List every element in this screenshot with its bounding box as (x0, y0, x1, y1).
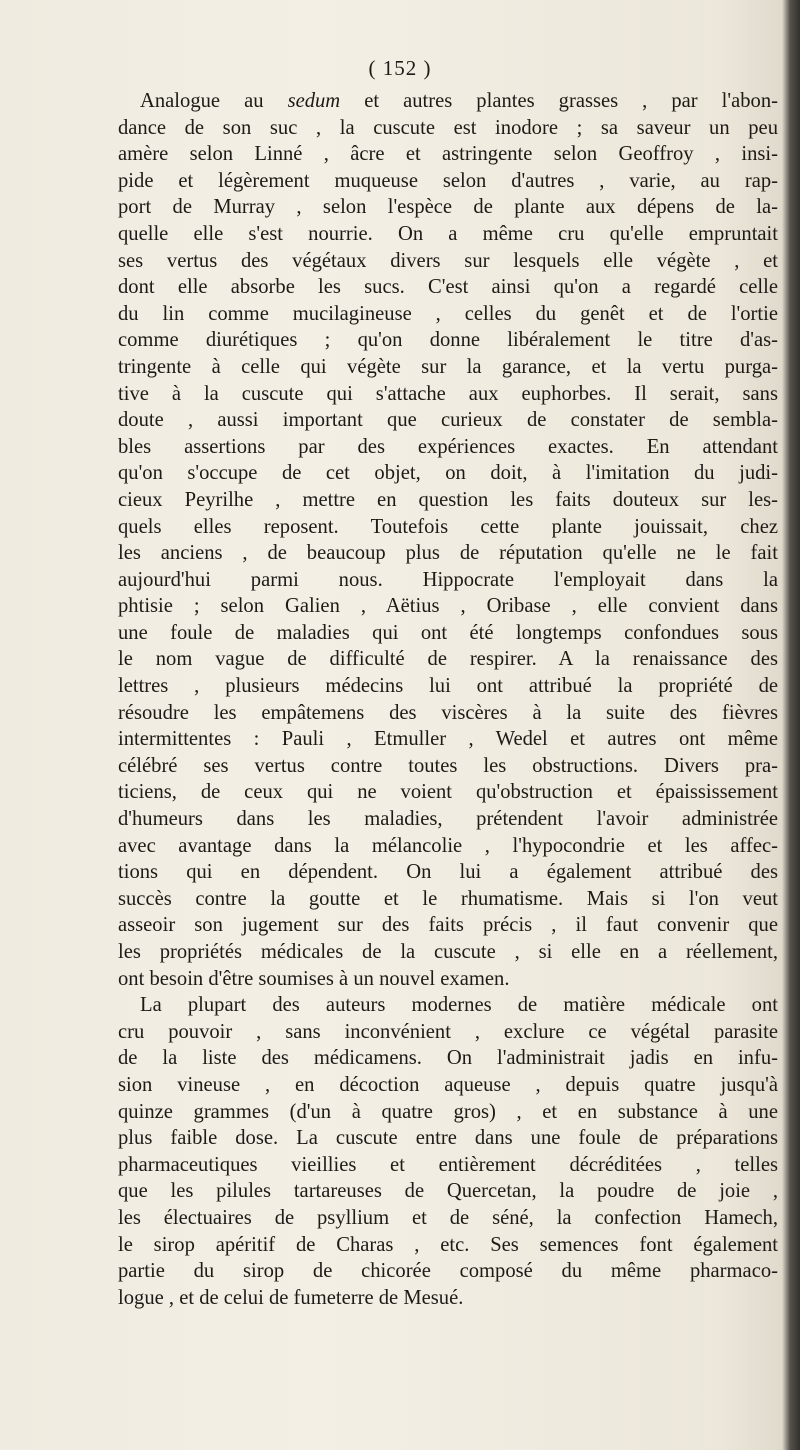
text-line (118, 221, 778, 248)
text-line (118, 487, 778, 514)
text-line (118, 620, 778, 647)
text-line (118, 966, 778, 993)
text-segment: aujourd'hui parmi nous. Hippocrate l'employait dans la (118, 568, 778, 591)
page-number: ( 152 ) (368, 56, 432, 80)
text-segment: d'humeurs dans les maladies, prétendent l'avoir administrée (118, 808, 778, 831)
text-segment: les anciens , de beaucoup plus de réputation qu'elle ne le fait (118, 542, 778, 565)
text-line (118, 992, 778, 1019)
text-line (118, 301, 778, 328)
text-segment: et autres plantes grasses , par l'abon- (340, 90, 778, 112)
text-line (118, 1285, 778, 1312)
text-line (118, 274, 778, 301)
text-segment: quelle elle s'est nourrie. On a même cru qu'elle empruntait (118, 222, 778, 245)
text-segment: dont elle absorbe les sucs. C'est ainsi qu'on a regardé celle (118, 276, 778, 299)
text-line (118, 141, 778, 168)
text-segment: partie du sirop de chicorée composé du même pharmaco- (118, 1260, 778, 1283)
text-segment: La plupart des auteurs modernes de matière médicale ont (140, 994, 778, 1017)
text-line (118, 1019, 778, 1046)
text-segment: phtisie ; selon Galien , Aëtius , Oribase , elle convient dans (118, 595, 778, 618)
text-segment: les électuaires de psyllium et de séné, la confection Hamech, (118, 1206, 778, 1229)
text-line (118, 460, 778, 487)
text-segment: ont besoin d'être soumises à un nouvel examen. (118, 967, 510, 990)
text-line (118, 673, 778, 700)
text-line (118, 168, 778, 195)
text-line (118, 567, 778, 594)
text-segment: de la liste des médicamens. On l'administrait jadis en infu- (118, 1047, 778, 1070)
text-segment: doute , aussi important que curieux de constater de sembla- (118, 409, 778, 432)
text-line (118, 779, 778, 806)
text-line (118, 381, 778, 408)
text-line (118, 1099, 778, 1126)
text-line (118, 886, 778, 913)
text-segment: que les pilules tartareuses de Quercetan, la poudre de joie , (118, 1180, 778, 1203)
italic-term: sedum (287, 90, 341, 112)
text-line (118, 248, 778, 275)
text-line (118, 1232, 778, 1259)
text-segment: le nom vague de difficulté de respirer. A la renaissance des (118, 648, 778, 671)
text-segment: asseoir son jugement sur des faits précis , il faut convenir que (118, 914, 778, 937)
text-segment: pharmaceutiques vieillies et entièrement décréditées , telles (118, 1153, 778, 1176)
text-segment: tringente à celle qui végète sur la garance, et la vertu purga- (118, 355, 778, 378)
text-line (118, 833, 778, 860)
text-segment: quels elles reposent. Toutefois cette plante jouissait, chez (118, 515, 778, 538)
text-line (118, 753, 778, 780)
text-line (118, 726, 778, 753)
text-segment: cru pouvoir , sans inconvénient , exclure ce végétal parasite (118, 1020, 778, 1043)
text-segment: le sirop apéritif de Charas , etc. Ses semences font également (118, 1233, 778, 1256)
text-segment: une foule de maladies qui ont été longtemps confondues sous (118, 621, 778, 644)
text-line (118, 514, 778, 541)
text-line (118, 912, 778, 939)
text-segment: Analogue au (140, 90, 288, 112)
text-line (118, 115, 778, 142)
text-segment: plus faible dose. La cuscute entre dans une foule de préparations (118, 1127, 778, 1150)
text-segment: logue , et de celui de fumeterre de Mesué. (118, 1286, 464, 1309)
text-line (118, 593, 778, 620)
text-line (118, 540, 778, 567)
text-line (118, 859, 778, 886)
text-segment: qu'on s'occupe de cet objet, on doit, à l'imitation du judi- (118, 462, 778, 485)
text-line (118, 407, 778, 434)
text-segment: amère selon Linné , âcre et astringente selon Geoffroy , insi- (118, 143, 778, 166)
text-segment: succès contre la goutte et le rhumatisme. Mais si l'on veut (118, 887, 778, 910)
text-segment: lettres , plusieurs médecins lui ont attribué la propriété de (118, 675, 778, 698)
text-line (118, 1152, 778, 1179)
text-segment: tions qui en dépendent. On lui a également attribué des (118, 861, 778, 884)
text-line (118, 194, 778, 221)
text-line (118, 1178, 778, 1205)
text-line (118, 1258, 778, 1285)
text-segment: bles assertions par des expériences exactes. En attendant (118, 435, 778, 458)
text-line (118, 1045, 778, 1072)
text-segment: tive à la cuscute qui s'attache aux euphorbes. Il serait, sans (118, 382, 778, 405)
text-line (118, 88, 778, 115)
text-segment: avec avantage dans la mélancolie , l'hypocondrie et les affec- (118, 834, 778, 857)
text-line (118, 700, 778, 727)
text-line (118, 646, 778, 673)
body-text (118, 88, 778, 1311)
text-segment: pide et légèrement muqueuse selon d'autres , varie, au rap- (118, 169, 778, 192)
text-segment: sion vineuse , en décoction aqueuse , depuis quatre jusqu'à (118, 1073, 778, 1096)
text-line (118, 434, 778, 461)
text-segment: célébré ses vertus contre toutes les obstructions. Divers pra- (118, 754, 778, 777)
text-line (118, 1125, 778, 1152)
text-segment: quinze grammes (d'un à quatre gros) , et en substance à une (118, 1100, 778, 1123)
text-segment: du lin comme mucilagineuse , celles du genêt et de l'ortie (118, 302, 778, 325)
text-segment: résoudre les empâtemens des viscères à la suite des fièvres (118, 701, 778, 724)
text-line (118, 327, 778, 354)
text-segment: ses vertus des végétaux divers sur lesquels elle végète , et (118, 249, 778, 272)
text-segment: cieux Peyrilhe , mettre en question les faits douteux sur les- (118, 488, 778, 511)
text-line (118, 1205, 778, 1232)
text-segment: ticiens, de ceux qui ne voient qu'obstruction et épaississement (118, 781, 778, 804)
text-line (118, 1072, 778, 1099)
text-segment: intermittentes : Pauli , Etmuller , Wedel et autres ont même (118, 728, 778, 751)
text-segment: comme diurétiques ; qu'on donne libéralement le titre d'as- (118, 329, 778, 352)
text-segment: port de Murray , selon l'espèce de plante aux dépens de la- (118, 196, 778, 219)
page-binding-edge (782, 0, 800, 1450)
text-segment: les propriétés médicales de la cuscute , si elle en a réellement, (118, 941, 778, 963)
text-line (118, 939, 778, 966)
text-line (118, 354, 778, 381)
text-segment: dance de son suc , la cuscute est inodore ; sa saveur un peu (118, 116, 778, 139)
text-line (118, 806, 778, 833)
